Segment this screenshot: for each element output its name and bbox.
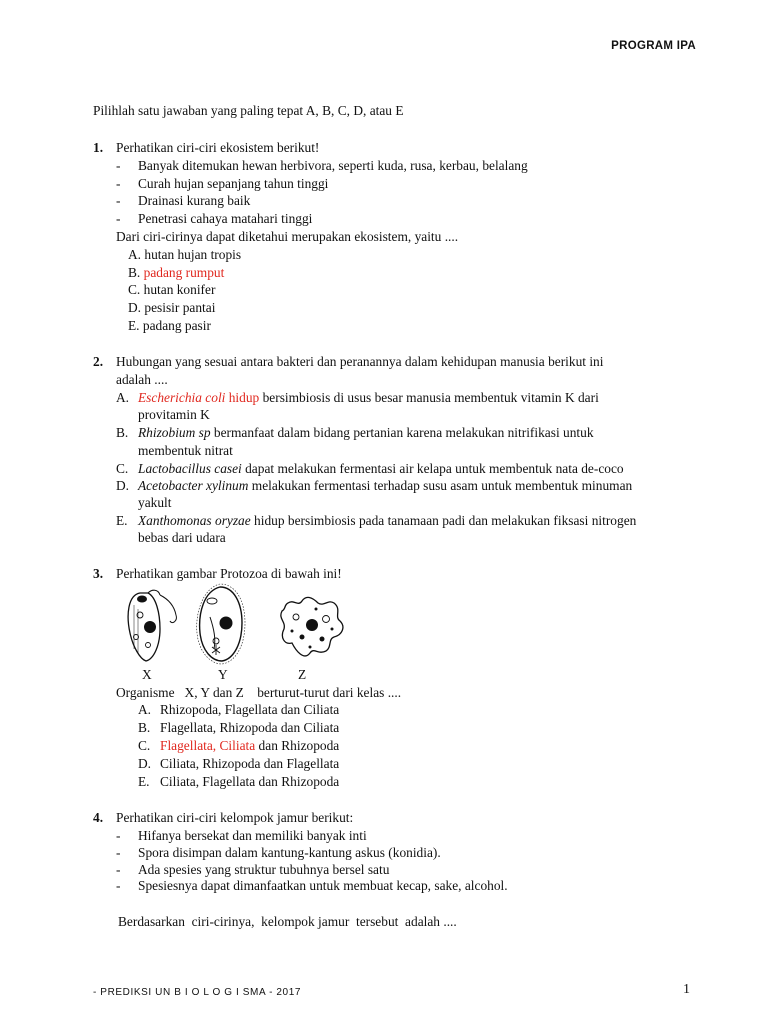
option-e [128, 317, 211, 334]
option-text: dan Rhizopoda [255, 738, 340, 753]
protozoa-z-illustration [272, 591, 352, 663]
option-text: padang pasir [142, 318, 211, 333]
question-number: 3. [93, 566, 104, 581]
bullet-item: Penetrasi cahaya matahari tinggi [138, 211, 313, 226]
species-name: Xanthomonas oryzae [138, 513, 251, 528]
option-letter: D. [128, 300, 142, 315]
option-letter: A. [128, 247, 142, 262]
option-c [160, 737, 339, 754]
species-name: Rhizobium sp [138, 425, 211, 440]
option-e-text: Ciliata, Flagellata dan Rhizopoda [160, 774, 340, 789]
question-prompt: Perhatikan ciri-ciri kelompok jamur berikut: [116, 810, 354, 825]
option-letter: D. [138, 756, 152, 771]
footer-title: - PREDIKSI UN B I O L O G I SMA - 2017 [93, 987, 302, 998]
protozoa-x-illustration [118, 585, 188, 665]
option-a [128, 246, 241, 263]
option-text: bermanfaat dalam bidang pertanian karena melakukan nitrifikasi untuk [210, 425, 594, 440]
option-a [138, 389, 599, 406]
answer-highlight: Flagellata, Ciliata [160, 738, 256, 753]
bullet-dash: - [116, 878, 121, 893]
option-letter: A. [138, 702, 152, 717]
question-text: Dari ciri-cirinya dapat diketahui merupakan ekosistem, yaitu .... [116, 229, 459, 244]
option-b-cont: membentuk nitrat [138, 443, 233, 458]
bullet-item: Banyak ditemukan hewan herbivora, seperti kuda, rusa, kerbau, belalang [138, 158, 528, 173]
option-text: hutan konifer [143, 282, 216, 297]
option-letter: D. [116, 478, 130, 493]
question-text: Organisme X, Y dan Z berturut-turut dari kelas .... [116, 685, 402, 700]
option-letter: E. [116, 513, 128, 528]
option-c [128, 281, 215, 298]
instruction-text: Pilihlah satu jawaban yang paling tepat A, B, C, D, atau E [93, 103, 404, 118]
question-prompt: Hubungan yang sesuai antara bakteri dan peranannya dalam kehidupan manusia berikut ini [116, 354, 604, 369]
question-number: 2. [93, 354, 104, 369]
bullet-item: Spora disimpan dalam kantung-kantung askus (konidia). [138, 845, 441, 860]
option-text: hidup bersimbiosis pada tanamaan padi dan melakukan fiksasi nitrogen [250, 513, 637, 528]
question-number: 4. [93, 810, 104, 825]
option-letter: E. [128, 318, 140, 333]
bullet-dash: - [116, 828, 121, 843]
page-number: 1 [683, 982, 690, 997]
species-name: Lactobacillus casei [138, 461, 242, 476]
option-a-text: Rhizopoda, Flagellata dan Ciliata [160, 702, 340, 717]
program-header: PROGRAM IPA [611, 40, 696, 52]
bullet-dash: - [116, 862, 121, 877]
option-text-answer: padang rumput [143, 265, 225, 280]
option-e-cont: bebas dari udara [138, 530, 226, 545]
answer-highlight: hidup [225, 390, 260, 405]
option-d-text: Ciliata, Rhizopoda dan Flagellata [160, 756, 340, 771]
option-b [138, 424, 594, 441]
option-letter: E. [138, 774, 150, 789]
bullet-item: Drainasi kurang baik [138, 193, 251, 208]
option-a-cont: provitamin K [138, 407, 210, 422]
option-c [138, 460, 624, 477]
label-x: X [142, 667, 152, 682]
option-text: pesisir pantai [144, 300, 216, 315]
option-letter: C. [116, 461, 129, 476]
option-d [138, 477, 632, 494]
option-letter: B. [138, 720, 151, 735]
option-letter: C. [138, 738, 151, 753]
option-letter: C. [128, 282, 141, 297]
option-text: bersimbiosis di usus besar manusia membentuk vitamin K dari [259, 390, 599, 405]
label-z: Z [298, 667, 307, 682]
option-letter: B. [116, 425, 129, 440]
bullet-dash: - [116, 193, 121, 208]
bullet-item: Curah hujan sepanjang tahun tinggi [138, 176, 329, 191]
bullet-dash: - [116, 211, 121, 226]
species-name: Acetobacter xylinum [138, 478, 249, 493]
question-number: 1. [93, 140, 104, 155]
bullet-item: Spesiesnya dapat dimanfaatkan untuk membuat kecap, sake, alcohol. [138, 878, 508, 893]
option-b [128, 264, 224, 281]
bullet-dash: - [116, 158, 121, 173]
protozoa-y-illustration [190, 583, 252, 665]
question-prompt: Perhatikan ciri-ciri ekosistem berikut! [116, 140, 320, 155]
option-text: dapat melakukan fermentasi air kelapa untuk membentuk nata de-coco [241, 461, 624, 476]
option-d-cont: yakult [138, 495, 172, 510]
bullet-item: Ada spesies yang struktur tubuhnya bersel satu [138, 862, 390, 877]
bullet-dash: - [116, 845, 121, 860]
option-d [128, 299, 215, 316]
question-prompt-cont: adalah .... [116, 372, 168, 387]
species-name: Escherichia coli [138, 390, 226, 405]
bullet-dash: - [116, 176, 121, 191]
option-e [138, 512, 636, 529]
option-letter: A. [116, 390, 130, 405]
question-prompt: Perhatikan gambar Protozoa di bawah ini! [116, 566, 342, 581]
option-b-text: Flagellata, Rhizopoda dan Ciliata [160, 720, 340, 735]
option-text: hutan hujan tropis [144, 247, 242, 262]
option-text: melakukan fermentasi terhadap susu asam untuk membentuk minuman [248, 478, 633, 493]
question-text: Berdasarkan ciri-cirinya, kelompok jamur tersebut adalah .... [118, 914, 457, 929]
bullet-item: Hifanya bersekat dan memiliki banyak inti [138, 828, 367, 843]
label-y: Y [218, 667, 228, 682]
option-letter: B. [128, 265, 141, 280]
